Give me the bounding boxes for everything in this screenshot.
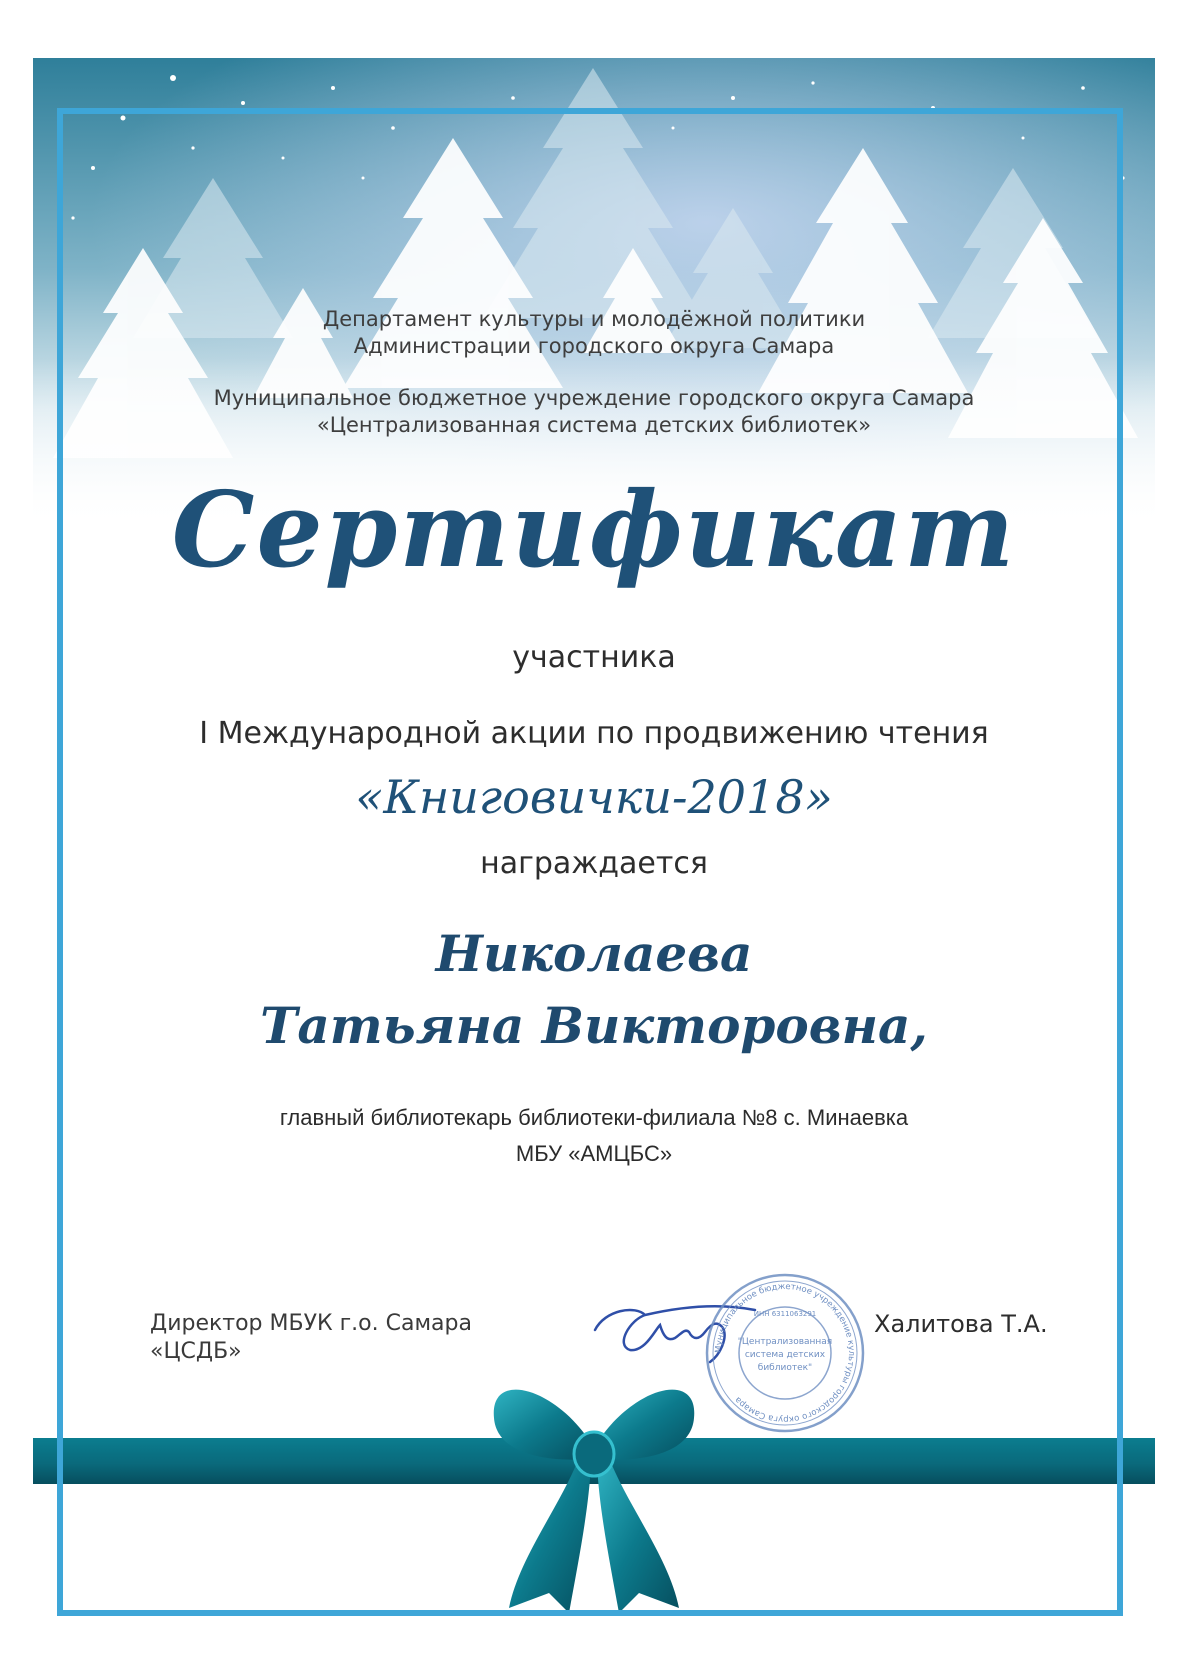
certificate-title: Сертификат — [171, 468, 1017, 591]
institution-line-1: Муниципальное бюджетное учреждение городского округа Самара — [213, 386, 975, 410]
recipient-given-names: Татьяна Викторовна, — [260, 996, 928, 1055]
recipient-position — [0, 1100, 1188, 1172]
recipient-name — [0, 918, 1188, 1062]
director-title — [150, 1310, 472, 1366]
recipient-surname: Николаева — [435, 924, 753, 983]
institution-line-2: «Централизованная система детских библиотек» — [316, 413, 872, 437]
action-name: «Книговички-2018» — [355, 770, 833, 824]
position-line-1: главный библиотекарь библиотеки-филиала №8 с. Минаевка — [279, 1105, 909, 1130]
official-seal — [700, 1268, 870, 1438]
awarded-label: награждается — [480, 846, 708, 881]
action-description: I Международной акции по продвижению чтения — [199, 716, 989, 751]
department-line-2: Администрации городского округа Самара — [353, 334, 835, 358]
position-line-2: МБУ «АМЦБС» — [515, 1141, 673, 1166]
institution-header — [0, 385, 1188, 439]
director-line-2: «ЦСДБ» — [150, 1339, 242, 1364]
winter-forest-background — [33, 58, 1155, 528]
signer-name: Халитова Т.А. — [874, 1310, 1048, 1338]
seal-center-line-3: библиотек" — [757, 1363, 813, 1373]
seal-inn: ИНН 6311063291 — [753, 1310, 817, 1318]
ribbon-bow — [479, 1358, 709, 1618]
department-line-1: Департамент культуры и молодёжной политики — [322, 307, 866, 331]
seal-outer-text: Муниципальное бюджетное учреждение культуры городского округа Самара — [713, 1281, 857, 1425]
seal-center-line-2: система детских — [744, 1350, 826, 1360]
seal-center-line-1: "Централизованная — [737, 1337, 833, 1347]
department-header — [0, 306, 1188, 360]
director-line-1: Директор МБУК г.о. Самара — [150, 1311, 472, 1336]
participant-label: участника — [512, 640, 676, 675]
